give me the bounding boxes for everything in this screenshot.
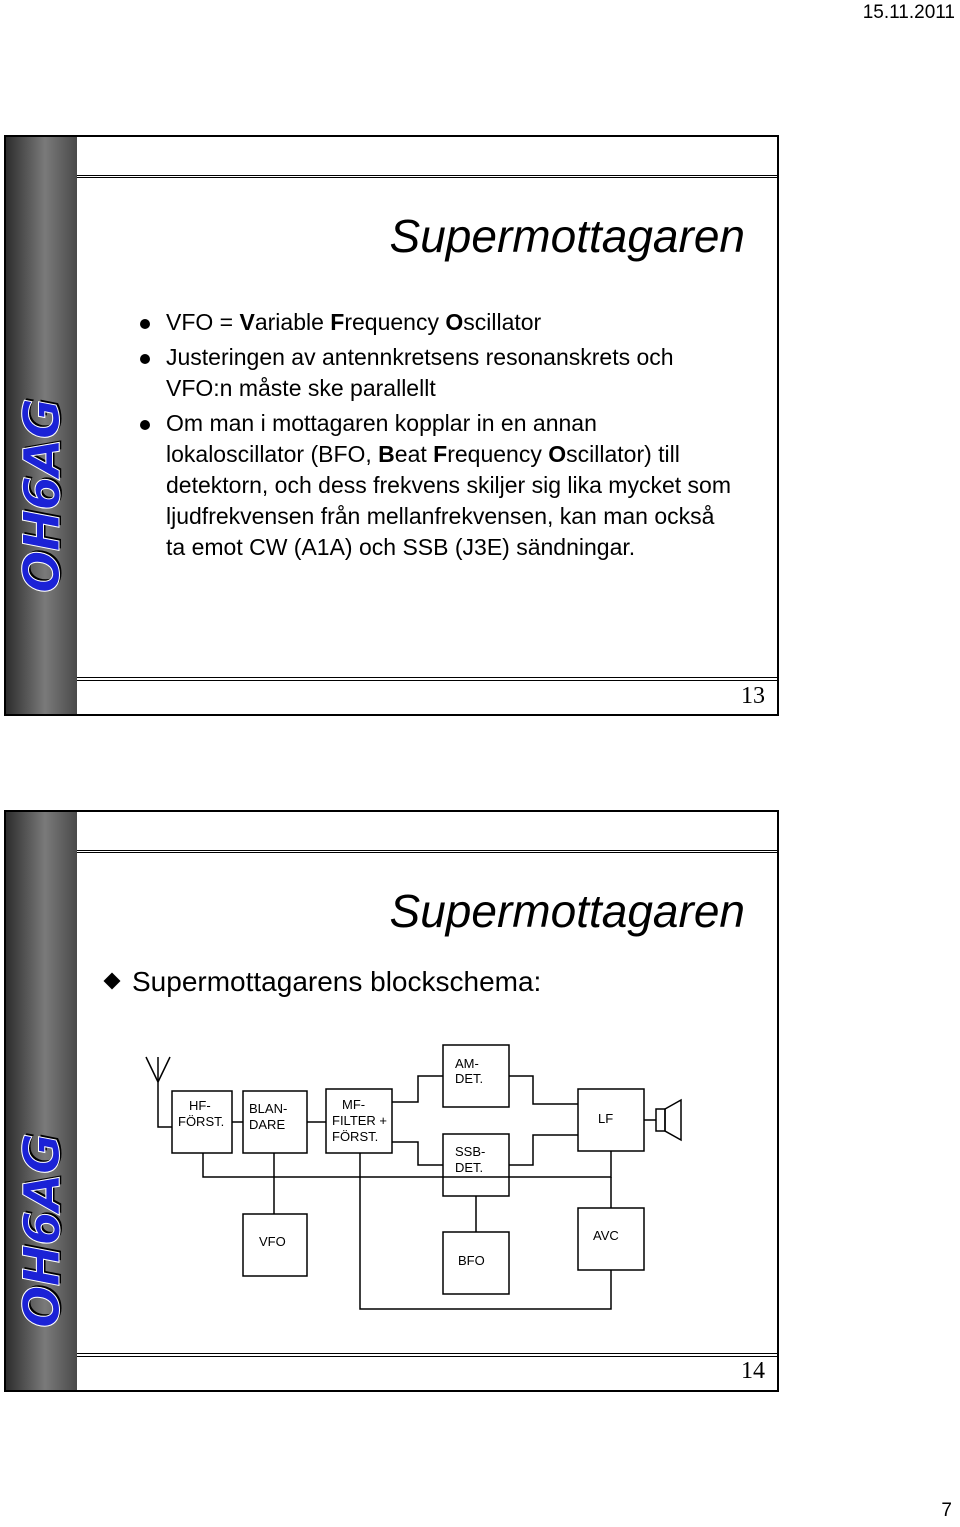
bold-initial: O (445, 309, 464, 335)
bfo-label: BFO (458, 1253, 485, 1268)
slide-frame-bottom (77, 677, 777, 678)
am-label-line1: AM- (455, 1056, 479, 1071)
hf-label-line2: FÖRST. (178, 1114, 225, 1129)
slide-frame-top (77, 137, 777, 176)
block-diagram (6, 812, 781, 1394)
if-label-line2: FILTER + (332, 1113, 388, 1128)
slide-frame-line (77, 177, 777, 178)
hf-label-line1: HF- (189, 1098, 211, 1113)
bold-initial: V (239, 309, 255, 335)
slide-number: 14 (741, 1358, 765, 1384)
mixer-label-line1: BLAN- (249, 1101, 288, 1116)
bullet-item: VFO = Variable Frequency Oscillator (140, 307, 740, 338)
bold-initial: F (330, 309, 345, 335)
ssb-label-line2: DET. (455, 1160, 484, 1175)
if-label-line3: FÖRST. (332, 1129, 379, 1144)
slide-title: Supermottagaren (389, 885, 745, 937)
bold-initial: O (548, 441, 567, 467)
slide-14 (4, 810, 779, 1392)
bullet-item: Om man i mottagaren kopplar in en annan lokaloscillator (BFO, Beat Frequency Oscillator) till detektorn, och dess frekvens skiljer sig lika mycket som ljudfrekvensen från mellanfrekvensen, kan man också ta emot CW (A1A) och SSB (J3E) sändningar. (140, 408, 740, 563)
subheading-text: Supermottagarens blockschema: (132, 966, 542, 997)
page-date: 15.11.2011 (862, 2, 955, 23)
lf-label: LF (598, 1111, 614, 1126)
bold-initial: F (433, 441, 448, 467)
slide-13 (4, 135, 779, 716)
club-logo: OH6AG (13, 1134, 71, 1328)
slide-title: Supermottagaren (389, 210, 745, 262)
am-label-line2: DET. (455, 1071, 484, 1086)
bullet-list (140, 307, 740, 567)
slide-sidebar (6, 137, 77, 714)
speaker-icon (644, 1100, 681, 1140)
slide-frame-line (77, 680, 777, 681)
slide-number: 13 (741, 683, 765, 709)
vfo-label: VFO (259, 1234, 286, 1249)
page-number: 7 (941, 1500, 952, 1521)
club-logo: OH6AG (13, 399, 71, 593)
bold-initial: B (378, 441, 395, 467)
mixer-label-line2: DARE (249, 1117, 286, 1132)
bullet-item: Justeringen av antennkretsens resonanskrets och VFO:n måste ske parallellt (140, 342, 740, 404)
avc-label: AVC (593, 1228, 619, 1243)
ssb-label-line1: SSB- (455, 1144, 486, 1159)
antenna-icon (146, 1057, 170, 1122)
if-label-line1: MF- (342, 1097, 366, 1112)
